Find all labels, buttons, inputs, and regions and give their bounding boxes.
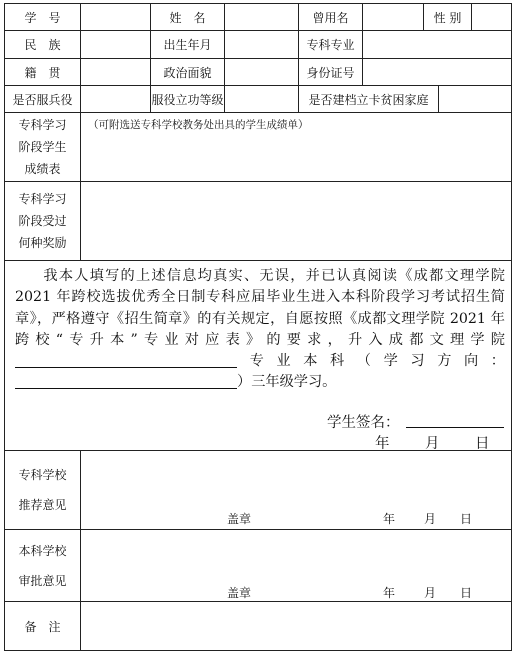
declaration-text bbox=[15, 266, 505, 394]
transcript-label-line2: 阶段学生 bbox=[18, 140, 67, 154]
native-place-label: 籍 贯 bbox=[5, 59, 81, 86]
birth-date-label: 出生年月 bbox=[151, 31, 225, 59]
awards-label-line2: 阶段受过 bbox=[18, 214, 67, 228]
recommend-label-line1: 专科学校 bbox=[18, 468, 67, 482]
former-name-label: 曾用名 bbox=[299, 4, 363, 31]
declaration-major-text: 专业本科（学习方向： bbox=[237, 353, 505, 370]
gender-field[interactable] bbox=[472, 4, 511, 31]
ethnicity-field[interactable] bbox=[81, 31, 151, 59]
declaration-day: 日 bbox=[475, 436, 490, 452]
awards-label bbox=[5, 182, 81, 261]
military-service-field[interactable] bbox=[81, 86, 151, 113]
id-number-label: 身份证号 bbox=[299, 59, 363, 86]
recommend-label-line2: 推荐意见 bbox=[18, 498, 67, 512]
student-id-field[interactable] bbox=[81, 4, 151, 31]
major-field[interactable] bbox=[363, 31, 511, 59]
approve-seal: 盖章 bbox=[227, 586, 252, 600]
declaration-grade-text: ）三年级学习。 bbox=[237, 374, 337, 391]
recommend-label bbox=[5, 451, 81, 530]
ethnicity-label: 民 族 bbox=[5, 31, 81, 59]
transcript-label-line3: 成绩表 bbox=[24, 162, 61, 176]
major-label: 专科专业 bbox=[299, 31, 363, 59]
recommend-seal: 盖章 bbox=[227, 512, 252, 526]
transcript-label bbox=[5, 113, 81, 182]
study-direction-blank[interactable] bbox=[15, 372, 237, 389]
approve-label-line2: 审批意见 bbox=[18, 573, 67, 588]
approve-day: 日 bbox=[460, 586, 473, 600]
gender-label: 性 别 bbox=[424, 4, 472, 31]
remarks-label: 备 注 bbox=[5, 602, 81, 650]
name-field[interactable] bbox=[225, 4, 299, 31]
signature-blank[interactable] bbox=[406, 411, 504, 428]
awards-field[interactable] bbox=[81, 182, 511, 261]
id-number-field[interactable] bbox=[363, 59, 511, 86]
student-id-label: 学 号 bbox=[5, 4, 81, 31]
military-service-label: 是否服兵役 bbox=[5, 86, 81, 113]
declaration-year: 年 bbox=[375, 436, 390, 452]
recommend-year: 年 bbox=[383, 512, 396, 526]
approve-month: 月 bbox=[424, 586, 437, 600]
name-label: 姓 名 bbox=[151, 4, 225, 31]
poverty-family-label: 是否建档立卡贫困家庭 bbox=[299, 86, 439, 113]
application-form bbox=[4, 3, 512, 651]
school-major-blank[interactable] bbox=[15, 351, 237, 368]
recommend-month: 月 bbox=[424, 512, 437, 526]
birth-date-field[interactable] bbox=[225, 31, 299, 59]
recommend-field[interactable] bbox=[81, 451, 511, 530]
awards-label-line3: 何种奖励 bbox=[18, 236, 67, 250]
transcript-label-line1: 专科学习 bbox=[18, 118, 67, 132]
approve-label bbox=[5, 530, 81, 602]
political-status-field[interactable] bbox=[225, 59, 299, 86]
signature-label: 学生签名： bbox=[327, 415, 400, 431]
declaration-month: 月 bbox=[425, 436, 440, 452]
approve-field[interactable] bbox=[81, 530, 511, 602]
service-merit-field[interactable] bbox=[225, 86, 299, 113]
approve-label-line1: 本科学校 bbox=[18, 543, 67, 558]
service-merit-label: 服役立功等级 bbox=[151, 86, 225, 113]
recommend-day: 日 bbox=[460, 512, 473, 526]
former-name-field[interactable] bbox=[363, 4, 424, 31]
native-place-field[interactable] bbox=[81, 59, 151, 86]
poverty-family-field[interactable] bbox=[439, 86, 511, 113]
awards-label-line1: 专科学习 bbox=[18, 192, 67, 206]
transcript-note: （可附选送专科学校教务处出具的学生成绩单） bbox=[88, 119, 309, 131]
remarks-field[interactable] bbox=[81, 602, 511, 650]
political-status-label: 政治面貌 bbox=[151, 59, 225, 86]
approve-year: 年 bbox=[383, 586, 396, 600]
declaration-paragraph: 我本人填写的上述信息均真实、无误，并已认真阅读《成都文理学院 2021 年跨校选拔优秀全日制专科应届毕业生进入本科阶段学习考试招生简章》，严格遵守《招生简章》的有关规定，自愿按照《成都文理学院 2021 年跨校“专升本”专业对应表》的要求，升入成都文理学院 bbox=[15, 268, 505, 348]
